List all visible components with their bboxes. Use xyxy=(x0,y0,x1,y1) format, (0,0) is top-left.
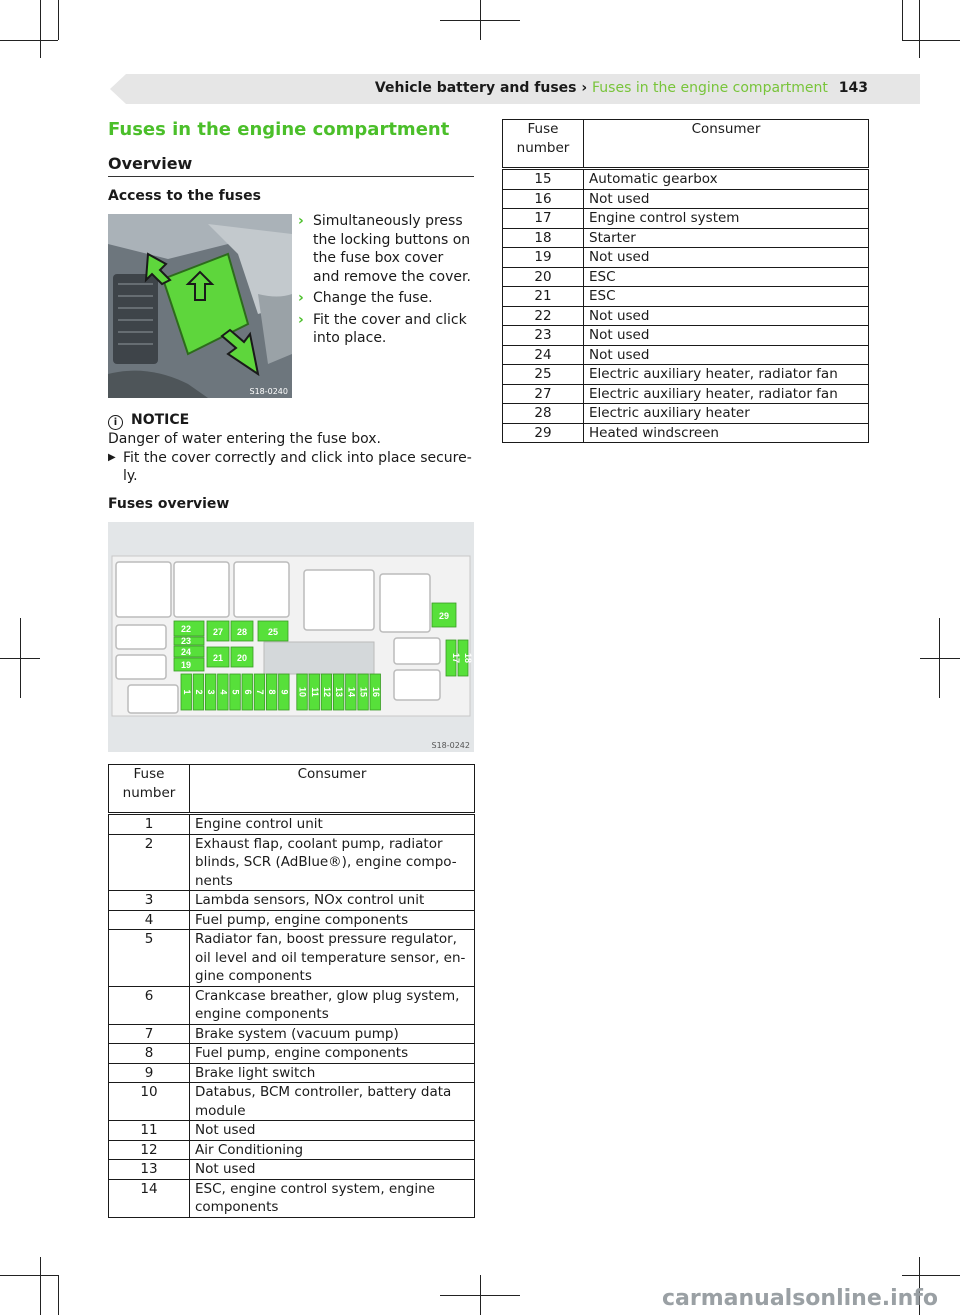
consumer-cell: Fuel pump, engine components xyxy=(190,910,475,930)
diagram-label: 28 xyxy=(236,627,248,637)
step-item xyxy=(298,311,473,348)
fuse-number-cell: 25 xyxy=(503,365,584,385)
consumer-cell: Electric auxiliary heater xyxy=(584,404,869,424)
diagram-label: 18 xyxy=(463,652,473,664)
fuse-number-cell: 9 xyxy=(109,1063,190,1083)
table-row xyxy=(503,169,869,190)
fuse-number-cell: 29 xyxy=(503,423,584,443)
fuse-box-photo xyxy=(108,214,292,398)
consumer-cell: Engine control unit xyxy=(190,814,475,835)
fuse-box-diagram xyxy=(108,522,474,752)
consumer-cell: Not used xyxy=(584,189,869,209)
table-row xyxy=(503,423,869,443)
diagram-label: 7 xyxy=(255,689,266,695)
diagram-label: 10 xyxy=(297,686,308,698)
consumer-cell: Starter xyxy=(584,228,869,248)
consumer-cell: Brake system (vacuum pump) xyxy=(190,1024,475,1044)
diagram-label: 16 xyxy=(370,686,381,698)
fuse-number-cell: 4 xyxy=(109,910,190,930)
page-number: 143 xyxy=(838,80,868,96)
diagram-label: 8 xyxy=(267,689,278,695)
diagram-label: 3 xyxy=(206,689,217,695)
step-marker: › xyxy=(298,213,304,229)
info-circle-icon: i xyxy=(108,415,123,430)
diagram-label: 21 xyxy=(212,653,224,663)
step-text: Fit the cover and click into place. xyxy=(313,311,467,346)
diagram-label: 13 xyxy=(334,686,345,698)
watermark: carmanualsonline.info xyxy=(662,1286,938,1311)
step-item xyxy=(298,212,473,286)
fuse-number-cell: 23 xyxy=(503,326,584,346)
consumer-cell: Fuel pump, engine components xyxy=(190,1044,475,1064)
fuse-number-cell: 7 xyxy=(109,1024,190,1044)
diagram-label: 27 xyxy=(212,627,224,637)
table-row xyxy=(503,384,869,404)
fuse-number-cell: 18 xyxy=(503,228,584,248)
diagram-label: 29 xyxy=(438,611,450,621)
diagram-label: 4 xyxy=(218,689,229,695)
diagram-label: 14 xyxy=(346,686,357,698)
diagram-label: 20 xyxy=(236,653,248,663)
diagram-label: 11 xyxy=(309,687,320,697)
fuse-number-cell: 13 xyxy=(109,1160,190,1180)
access-heading: Access to the fuses xyxy=(108,188,261,204)
table-row xyxy=(109,930,475,987)
consumer-cell: Electric auxiliary heater, radiator fan xyxy=(584,384,869,404)
table-row xyxy=(503,248,869,268)
table-row xyxy=(109,891,475,911)
diagram-label: 23 xyxy=(180,636,192,646)
table-row xyxy=(503,404,869,424)
header-consumer: Consumer xyxy=(190,765,475,814)
consumer-cell: ESC xyxy=(584,267,869,287)
diagram-label: 17 xyxy=(451,652,461,664)
table-row xyxy=(109,1083,475,1121)
consumer-cell: Not used xyxy=(190,1160,475,1180)
fuse-number-cell: 28 xyxy=(503,404,584,424)
fuse-number-cell: 20 xyxy=(503,267,584,287)
fuse-number-cell: 14 xyxy=(109,1179,190,1217)
header-separator: › xyxy=(581,80,588,96)
fuse-number-cell: 12 xyxy=(109,1140,190,1160)
table-row xyxy=(109,1179,475,1217)
diagram-label: 12 xyxy=(322,686,333,698)
table-row xyxy=(109,986,475,1024)
consumer-cell: Lambda sensors, NOx control unit xyxy=(190,891,475,911)
notice-bullet-text: Fit the cover correctly and click into place secure-ly. xyxy=(123,449,472,484)
fuse-number-cell: 27 xyxy=(503,384,584,404)
fuse-number-cell: 15 xyxy=(503,169,584,190)
header-chapter: Vehicle battery and fuses xyxy=(374,80,577,96)
consumer-cell: Databus, BCM controller, battery data module xyxy=(190,1083,475,1121)
diagram-label: 15 xyxy=(358,686,369,698)
consumer-cell: ESC, engine control system, engine components xyxy=(190,1179,475,1217)
consumer-cell: Crankcase breather, glow plug system, engine components xyxy=(190,986,475,1024)
title-rule xyxy=(108,176,474,177)
table-row xyxy=(109,1160,475,1180)
diagram-label: 6 xyxy=(242,689,253,695)
diagram-label: 2 xyxy=(194,689,205,695)
step-item xyxy=(298,289,473,308)
consumer-cell: Not used xyxy=(584,306,869,326)
header-section: Fuses in the engine compartment xyxy=(592,80,828,96)
header-fuse-number: Fuse number xyxy=(109,765,190,814)
consumer-cell: Not used xyxy=(584,345,869,365)
consumer-cell: Air Conditioning xyxy=(190,1140,475,1160)
consumer-cell: Automatic gearbox xyxy=(584,169,869,190)
step-text: Change the fuse. xyxy=(313,290,433,306)
fuse-number-cell: 1 xyxy=(109,814,190,835)
table-row xyxy=(109,1140,475,1160)
diagram-figure-code: S18-0242 xyxy=(431,741,470,750)
consumer-cell: Heated windscreen xyxy=(584,423,869,443)
fuse-number-cell: 21 xyxy=(503,287,584,307)
fuse-number-cell: 8 xyxy=(109,1044,190,1064)
header-fuse-number: Fuse number xyxy=(503,120,584,169)
notice-text: Danger of water entering the fuse box. xyxy=(108,431,382,447)
page-title: Fuses in the engine compartment xyxy=(108,119,450,140)
fuse-number-cell: 6 xyxy=(109,986,190,1024)
step-marker: › xyxy=(298,290,304,306)
notice-bullet xyxy=(108,449,474,486)
table-row xyxy=(503,365,869,385)
notice-heading: NOTICE xyxy=(131,412,190,428)
fuse-number-cell: 3 xyxy=(109,891,190,911)
fuse-number-cell: 2 xyxy=(109,834,190,891)
fuse-table-right xyxy=(502,119,869,443)
fuse-number-cell: 5 xyxy=(109,930,190,987)
running-header xyxy=(375,80,868,96)
table-row xyxy=(109,910,475,930)
photo-figure-code: S18-0240 xyxy=(249,387,288,396)
table-row xyxy=(503,326,869,346)
diagram-label: 5 xyxy=(230,689,241,695)
consumer-cell: Electric auxiliary heater, radiator fan xyxy=(584,365,869,385)
table-row xyxy=(109,1044,475,1064)
table-row xyxy=(503,189,869,209)
fuse-number-cell: 10 xyxy=(109,1083,190,1121)
fuse-number-cell: 17 xyxy=(503,209,584,229)
fuse-number-cell: 24 xyxy=(503,345,584,365)
diagram-label: 19 xyxy=(180,660,192,670)
step-marker: › xyxy=(298,311,304,328)
table-row xyxy=(503,306,869,326)
table-row xyxy=(109,1063,475,1083)
table-row xyxy=(503,267,869,287)
fuse-number-cell: 16 xyxy=(503,189,584,209)
step-text: Simultaneously press the locking buttons on the fuse box cover and remove the cover. xyxy=(313,213,471,285)
notice-box xyxy=(108,411,474,486)
overview-subtitle: Overview xyxy=(108,154,193,173)
diagram-label: 22 xyxy=(180,624,192,634)
diagram-label: 24 xyxy=(180,647,192,657)
consumer-cell: Not used xyxy=(190,1121,475,1141)
table-row xyxy=(503,209,869,229)
notice-heading-line xyxy=(108,411,474,430)
consumer-cell: Exhaust flap, coolant pump, radiator blinds, SCR (AdBlue®), engine compo-nents xyxy=(190,834,475,891)
table-row xyxy=(503,228,869,248)
access-steps xyxy=(298,212,473,351)
table-row xyxy=(503,287,869,307)
consumer-cell: Brake light switch xyxy=(190,1063,475,1083)
fuse-number-cell: 19 xyxy=(503,248,584,268)
bullet-marker: ▶ xyxy=(108,451,116,463)
consumer-cell: Engine control system xyxy=(584,209,869,229)
fuse-number-cell: 22 xyxy=(503,306,584,326)
fuse-number-cell: 11 xyxy=(109,1121,190,1141)
diagram-label: 1 xyxy=(181,689,192,695)
consumer-cell: Radiator fan, boost pressure regulator, oil level and oil temperature sensor, en-gine components xyxy=(190,930,475,987)
header-consumer: Consumer xyxy=(584,120,869,169)
table-row xyxy=(109,1024,475,1044)
consumer-cell: Not used xyxy=(584,326,869,346)
consumer-cell: ESC xyxy=(584,287,869,307)
table-row xyxy=(109,834,475,891)
consumer-cell: Not used xyxy=(584,248,869,268)
overview-heading: Fuses overview xyxy=(108,496,230,512)
table-row xyxy=(109,814,475,835)
diagram-label: 25 xyxy=(267,627,279,637)
table-row xyxy=(503,345,869,365)
diagram-label: 9 xyxy=(279,689,290,695)
fuse-table-left xyxy=(108,764,475,1218)
table-row xyxy=(109,1121,475,1141)
